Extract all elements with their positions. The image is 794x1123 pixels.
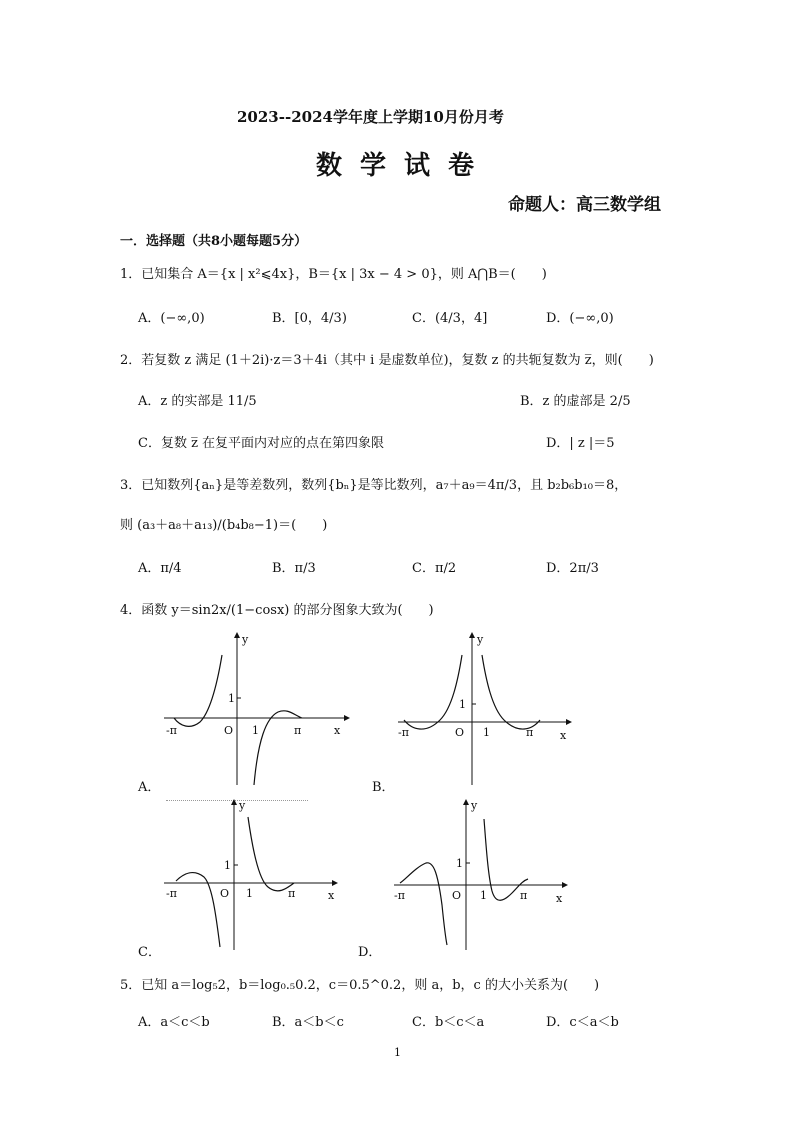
page-number: 1 — [394, 1046, 401, 1059]
graph-c-one-y: 1 — [224, 859, 231, 872]
graph-c-label: C． — [138, 945, 161, 960]
q5-option-d: D．c＜a＜b — [546, 1015, 619, 1030]
question-2-stem: 2．若复数 z 满足 (1＋2i)·z＝3＋4i（其中 i 是虚数单位)，复数 z 的共轭复数为 z̅，则( ) — [120, 353, 654, 368]
graph-d-one-y: 1 — [456, 857, 463, 870]
graph-d-pi: π — [520, 889, 528, 902]
graph-a-label: A． — [138, 780, 161, 795]
question-1-stem: 1．已知集合 A＝{x | x²⩽4x}，B＝{x | 3x − 4 > 0}，则 A⋂B＝( ) — [120, 267, 547, 282]
graph-b-origin: O — [455, 726, 465, 739]
graph-d-x-label: x — [556, 892, 563, 905]
q2-option-c: C．复数 z̅ 在复平面内对应的点在第四象限 — [138, 436, 385, 451]
subject-title: 数学试卷 — [316, 151, 493, 181]
q2-option-b: B．z 的虚部是 2/5 — [520, 394, 631, 409]
exam-title: 2023--2024学年度上学期10月份月考 — [237, 108, 504, 126]
graph-b-label: B． — [372, 780, 395, 795]
author-line: 命题人：高三数学组 — [508, 195, 661, 215]
graph-d-neg-pi: -π — [394, 889, 405, 902]
graph-a — [162, 630, 352, 790]
q3-option-a: A．π/4 — [138, 561, 182, 576]
graph-d-origin: O — [452, 889, 462, 902]
graph-a-x-label: x — [334, 724, 341, 737]
graph-b — [396, 630, 581, 790]
question-5-stem: 5．已知 a＝log₅2，b＝log₀.₅0.2，c＝0.5^0.2，则 a，b，c 的大小关系为( ) — [120, 978, 600, 993]
graph-b-one-y: 1 — [459, 698, 466, 711]
graph-b-x-label: x — [560, 729, 567, 742]
q3-option-b: B．π/3 — [272, 561, 316, 576]
graph-a-pi: π — [294, 724, 302, 737]
graph-c-x-label: x — [328, 889, 335, 902]
graph-a-one-y: 1 — [228, 692, 235, 705]
graph-c-pi: π — [288, 887, 296, 900]
q2-option-d: D．| z |＝5 — [546, 436, 615, 451]
question-4-stem: 4．函数 y＝sin2x/(1−cosx) 的部分图象大致为( ) — [120, 603, 434, 618]
graph-b-neg-pi: -π — [398, 726, 409, 739]
graph-c-neg-pi: -π — [166, 887, 177, 900]
q5-option-a: A．a＜c＜b — [138, 1015, 210, 1030]
graph-a-origin: O — [224, 724, 234, 737]
q5-option-c: C．b＜c＜a — [412, 1015, 485, 1030]
question-3-stem-line2: 则 (a₃＋a₈＋a₁₃)/(b₄b₈−1)＝( ) — [120, 518, 328, 533]
graph-c — [162, 795, 347, 955]
graph-a-one-x: 1 — [252, 724, 259, 737]
q1-option-d: D．(−∞,0) — [546, 311, 614, 326]
graph-c-y-label: y — [239, 799, 246, 812]
question-3-stem-line1: 3．已知数列{aₙ}是等差数列，数列{bₙ}是等比数列，a₇＋a₉＝4π/3，且 b₂b₆b₁₀＝8， — [120, 478, 628, 493]
graph-b-pi: π — [526, 726, 534, 739]
graph-c-origin: O — [220, 887, 230, 900]
graph-d-y-label: y — [471, 799, 478, 812]
q5-option-b: B．a＜b＜c — [272, 1015, 344, 1030]
graph-a-y-label: y — [242, 633, 249, 646]
graph-d-one-x: 1 — [480, 889, 487, 902]
graph-b-one-x: 1 — [483, 726, 490, 739]
graph-a-neg-pi: -π — [166, 724, 177, 737]
graph-b-y-label: y — [477, 633, 484, 646]
graph-c-one-x: 1 — [246, 887, 253, 900]
q1-option-a: A．(−∞,0) — [138, 311, 205, 326]
q2-option-a: A．z 的实部是 11/5 — [138, 394, 257, 409]
graph-d-label: D． — [358, 945, 382, 960]
section-heading: 一．选择题（共8小题每题5分） — [120, 234, 308, 249]
graph-d — [392, 795, 577, 955]
q1-option-c: C．(4/3，4] — [412, 311, 488, 326]
q3-option-d: D．2π/3 — [546, 561, 599, 576]
q1-option-b: B．[0，4/3) — [272, 311, 347, 326]
q3-option-c: C．π/2 — [412, 561, 457, 576]
